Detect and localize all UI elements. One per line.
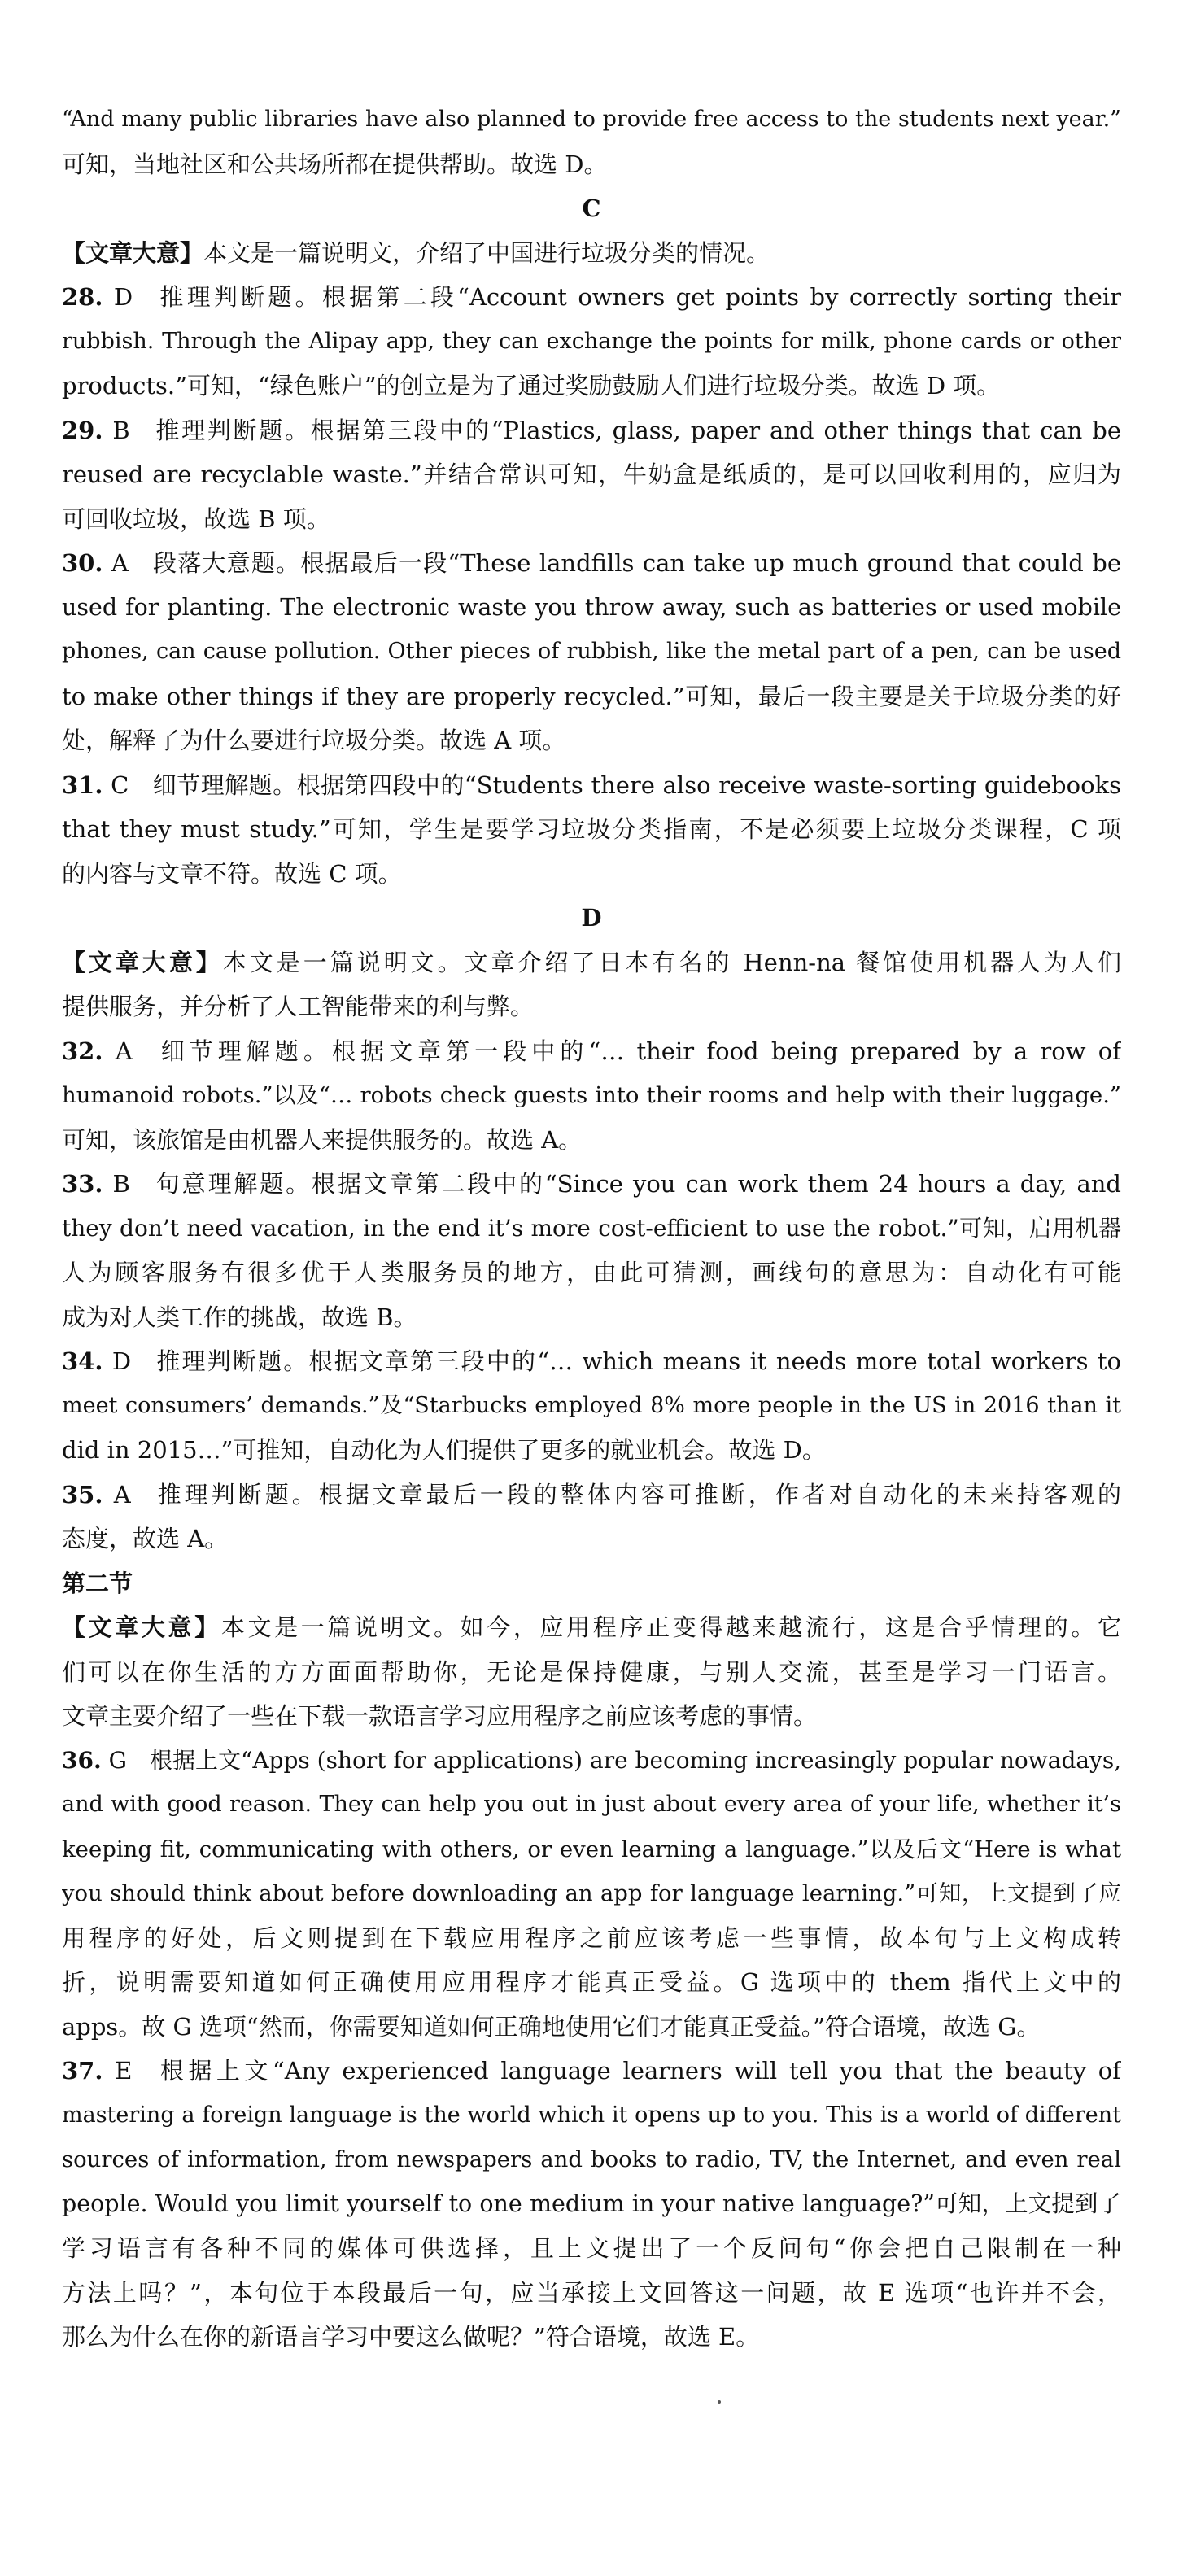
text-line [62, 541, 1121, 586]
text-line: that they must study.”可知，学生是要学习垃圾分类指南，不是必须要上垃圾分类课程，C 项 [62, 815, 1121, 843]
explanation-text: 段落大意题。根据最后一段“These landfills can take up much ground that could be [151, 549, 1121, 577]
section-heading: D [581, 904, 602, 932]
text-line: meet consumers’ demands.”及“Starbucks employed 8% more people in the US in 2016 than it [62, 1392, 1121, 1418]
question-number: 30. [62, 549, 103, 577]
text-line [62, 941, 1121, 985]
text-line: 文章主要介绍了一些在下载一款语言学习应用程序之前应该考虑的事情。 [62, 1702, 818, 1730]
question-explanation [62, 1739, 1121, 2050]
explanation-text: 推理判断题。根据文章第三段中的“… which means it needs more total workers to [155, 1347, 1121, 1375]
text-line: 态度，故选 A。 [62, 1525, 229, 1552]
explanation-text: 推理判断题。根据第三段中的“Plastics, glass, paper and other things that can be [153, 416, 1121, 444]
text-line [62, 2049, 1121, 2094]
explanation-text: 细节理解题。根据文章第一段中的“… their food being prepared by a row of [155, 1037, 1121, 1065]
question-number: 29. [62, 416, 103, 444]
text-line: 那么为什么在你的新语言学习中要这么做呢？”符合语境，故选 E。 [62, 2323, 760, 2351]
text-line [62, 763, 1121, 808]
text-line: reused are recyclable waste.”并结合常识可知，牛奶盒是纸质的，是可以回收利用的，应归为 [62, 461, 1121, 488]
text-line: 可知，当地社区和公共场所都在提供帮助。故选 D。 [62, 150, 608, 178]
explanation-text: 句意理解题。根据文章第二段中的“Since you can work them 24 hours a day, and [153, 1170, 1121, 1198]
text-line: phones, can cause pollution. Other pieces of rubbish, like the metal part of a pen, can be used [62, 639, 1121, 664]
explanation-text: 推理判断题。根据文章最后一段的整体内容可推断，作者对自动化的未来持客观的 [154, 1480, 1121, 1508]
text-line [62, 1605, 1121, 1650]
text-line: 提供服务，并分析了人工智能带来的利与弊。 [62, 993, 535, 1020]
scan-speck [718, 2400, 721, 2404]
question-explanation [62, 541, 1121, 763]
explanation-text: 根据上文“Any experienced language learners will tell you that the beauty of [155, 2057, 1121, 2085]
text-line [62, 275, 1121, 320]
text-line: products.”可知，“绿色账户”的创立是为了通过奖励鼓励人们进行垃圾分类。故选 D 项。 [62, 372, 1001, 399]
question-explanation [62, 408, 1121, 542]
question-number: 31. [62, 771, 103, 799]
answer-letter: G [108, 1746, 127, 1774]
question-number: 32. [62, 1037, 103, 1065]
question-explanation [62, 1162, 1121, 1339]
answer-letter: E [115, 2057, 133, 2085]
text-line [62, 1739, 1121, 1784]
text-line: rubbish. Through the Alipay app, they can exchange the points for milk, phone cards or other [62, 328, 1121, 354]
article-summary [62, 1605, 1121, 1739]
answer-letter: A [115, 1037, 133, 1065]
question-explanation [62, 2049, 1121, 2360]
question-explanation [62, 275, 1121, 408]
paragraph [62, 98, 1121, 186]
question-explanation [62, 1339, 1121, 1473]
article-summary [62, 941, 1121, 1029]
text-line: you should think about before downloading an app for language learning.”可知，上文提到了应 [62, 1880, 1121, 1906]
text-line: people. Would you limit yourself to one medium in your native language?”可知，上文提到了 [62, 2190, 1121, 2217]
question-number: 33. [62, 1170, 103, 1198]
question-explanation [62, 763, 1121, 897]
answer-letter: D [111, 1347, 132, 1375]
question-number: 28. [62, 283, 103, 311]
text-line [62, 1473, 1121, 1517]
text-line: 用程序的好处，后文则提到在下载应用程序之前应该考虑一些事情，故本句与上文构成转 [62, 1923, 1121, 1952]
text-line: humanoid robots.”以及“… robots check guests into their rooms and help with their luggage.” [62, 1082, 1121, 1108]
text-line: mastering a foreign language is the world which it opens up to you. This is a world of different [62, 2102, 1121, 2128]
text-line: 学习语言有各种不同的媒体可供选择，且上文提出了一个反问句“你会把自己限制在一种 [62, 2234, 1121, 2262]
answer-letter: B [112, 1170, 130, 1198]
text-line: 方法上吗？”，本句位于本段最后一句，应当承接上文回答这一问题，故 E 选项“也许并不会， [62, 2278, 1121, 2307]
text-line [62, 1162, 1121, 1207]
question-number: 36. [62, 1746, 102, 1774]
answer-letter: D [113, 283, 133, 311]
answer-letter: A [113, 1480, 131, 1508]
subsection-title: 第二节 [62, 1569, 133, 1597]
text-line: and with good reason. They can help you out in just about every area of your life, whether it’s [62, 1792, 1121, 1817]
summary-text: 本文是一篇说明文，介绍了中国进行垃圾分类的情况。 [203, 238, 770, 267]
text-line: sources of information, from newspapers and books to radio, TV, the Internet, and even real [62, 2146, 1121, 2172]
text-line [62, 1029, 1121, 1074]
text-line: 可知，该旅馆是由机器人来提供服务的。故选 A。 [62, 1125, 583, 1154]
text-line: used for planting. The electronic waste you throw away, such as batteries or used mobile [62, 593, 1121, 621]
text-line: 人为顾客服务有很多优于人类服务员的地方，由此可猜测，画线句的意思为：自动化有可能 [62, 1259, 1121, 1286]
question-number: 37. [62, 2057, 103, 2085]
text-line: they don’t need vacation, in the end it’s more cost-efficient to use the robot.”可知，启用机器 [62, 1214, 1121, 1242]
summary-label: 【文章大意】 [62, 948, 223, 976]
text-line: to make other things if they are properly recycled.”可知，最后一段主要是关于垃圾分类的好 [62, 682, 1121, 710]
text-line [62, 408, 1121, 453]
text-line: 成为对人类工作的挑战，故选 B。 [62, 1303, 417, 1331]
explanation-text: 推理判断题。根据第二段“Account owners get points by correctly sorting their [156, 283, 1121, 311]
text-line [62, 231, 1121, 276]
text-line [62, 1339, 1121, 1384]
text-line: 可回收垃圾，故选 B 项。 [62, 504, 330, 533]
question-explanation [62, 1029, 1121, 1163]
text-line: 处，解释了为什么要进行垃圾分类。故选 A 项。 [62, 727, 566, 754]
text-line: keeping fit, communicating with others, or even learning a language.”以及后文“Here is what [62, 1836, 1121, 1862]
text-line: “And many public libraries have also planned to provide free access to the students next year.” [62, 107, 1121, 132]
question-explanation [62, 1473, 1121, 1561]
summary-text: 本文是一篇说明文。如今，应用程序正变得越来越流行，这是合乎情理的。它 [220, 1613, 1121, 1641]
text-line: 们可以在你生活的方方面面帮助你，无论是保持健康，与别人交流，甚至是学习一门语言。 [62, 1657, 1121, 1686]
text-line: did in 2015…”可推知，自动化为人们提供了更多的就业机会。故选 D。 [62, 1436, 826, 1464]
explanation-text: 根据上文“Apps (short for applications) are becoming increasingly popular nowadays, [150, 1746, 1121, 1774]
summary-label: 【文章大意】 [62, 1613, 221, 1641]
text-line: apps。故 G 选项“然而，你需要知道如何正确地使用它们才能真正受益。”符合语境，故选 G。 [62, 2012, 1041, 2041]
answer-letter: C [111, 771, 129, 799]
article-summary [62, 231, 1121, 276]
answer-letter: B [112, 416, 130, 444]
summary-label: 【文章大意】 [62, 238, 204, 267]
answer-letter: A [111, 549, 129, 577]
question-number: 35. [62, 1480, 103, 1508]
text-line: 的内容与文章不符。故选 C 项。 [62, 859, 402, 888]
question-number: 34. [62, 1347, 103, 1375]
summary-text: 本文是一篇说明文。文章介绍了日本有名的 Henn-na 餐馆使用机器人为人们 [222, 948, 1121, 976]
explanation-text: 细节理解题。根据第四段中的“Students there also receive waste-sorting guidebooks [152, 771, 1121, 799]
section-heading: C [582, 194, 601, 222]
text-line: 折，说明需要知道如何正确使用应用程序才能真正受益。G 选项中的 them 指代上文中的 [62, 1968, 1121, 1996]
